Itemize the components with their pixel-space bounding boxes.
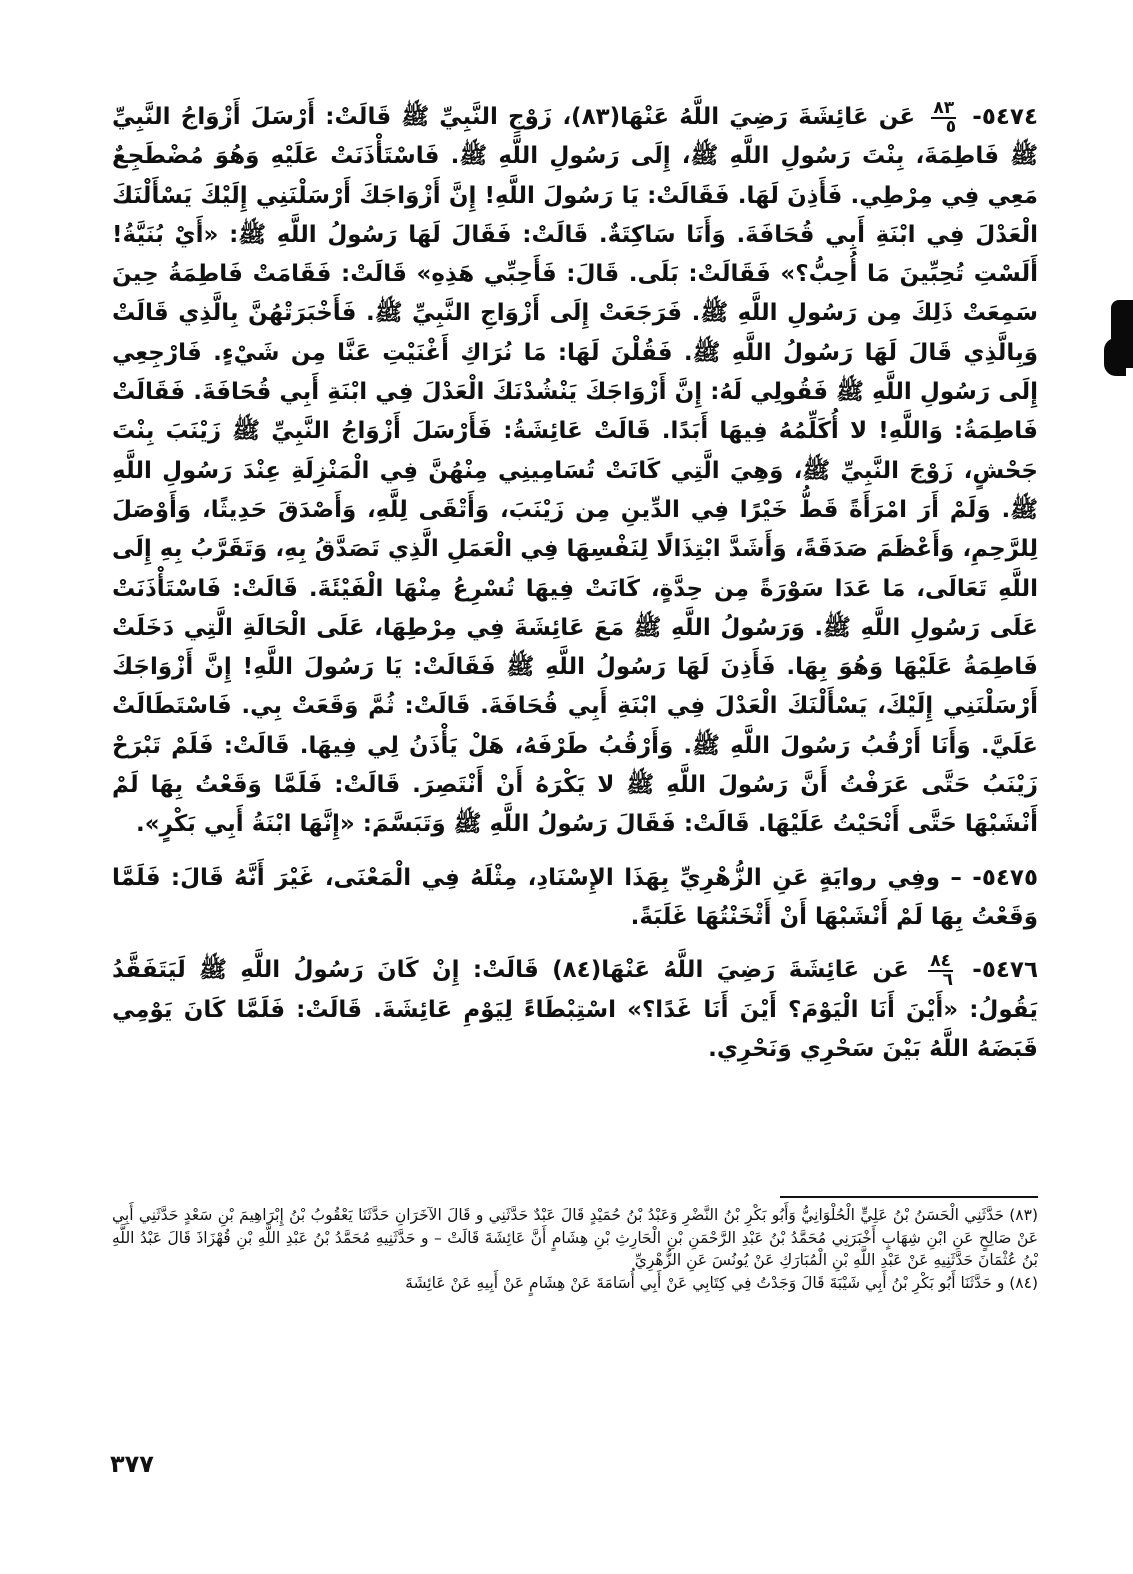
footnote-84: (٨٤) و حَدَّثَنَا أَبُو بَكْرِ بْنُ أَبِي شَيْبَةَ قَالَ وَجَدْتُ فِي كِتَابِي عَنْ أَبِي أُسَامَةَ عَنْ هِشَامٍ عَنْ أَبِيهِ عَنْ عَائِشَةَ <box>405 1273 1038 1292</box>
main-text <box>112 98 1038 1083</box>
page-number: ٣٧٧ <box>110 1450 154 1478</box>
hadith-text: عَن عَائِشَةَ رَضِيَ اللَّهُ عَنْهَا(٨٣)، زَوْجِ النَّبِيِّ ﷺ قَالَتْ: أَرْسَلَ أَزْوَاجُ النَّبِيِّ ﷺ فَاطِمَةَ، بِنْتَ رَسُولِ اللَّهِ ﷺ، إِلَى رَسُولِ اللَّهِ ﷺ. فَاسْتَأْذَنَتْ عَلَيْهِ وَهُوَ مُضْطَجِعٌ مَعِي فِي مِرْطِي. فَأَذِنَ لَهَا. فَقَالَتْ: يَا رَسُولَ اللَّهِ! إِنَّ أَزْوَاجَكَ أَرْسَلْنَنِي إِلَيْكَ يَسْأَلْنَكَ الْعَدْلَ فِي ابْنَةِ أَبِي قُحَافَةَ. وَأَنَا سَاكِتَةٌ. قَالَتْ: فَقَالَ لَهَا رَسُولُ اللَّهِ ﷺ: «أَيْ بُنَيَّةُ! أَلَسْتِ تُحِبِّينَ مَا أُحِبُّ؟» فَقَالَتْ: بَلَى. قَالَ: فَأَحِبِّي هَذِهِ» قَالَتْ: فَقَامَتْ فَاطِمَةُ حِينَ سَمِعَتْ ذَلِكَ مِن رَسُولِ اللَّهِ ﷺ. فَرَجَعَتْ إِلَى أَزْوَاجِ النَّبِيِّ ﷺ. فَأَخْبَرَتْهُنَّ بِالَّذِي قَالَتْ وَبِالَّذِي قَالَ لَهَا رَسُولُ اللَّهِ ﷺ. فَقُلْنَ لَهَا: مَا نُرَاكِ أَغْنَيْتِ عَنَّا مِن شَيْءٍ. فَارْجِعِي إِلَى رَسُولِ اللَّهِ ﷺ فَقُولِي لَهُ: إِنَّ أَزْوَاجَكَ يَنْشُدْنَكَ الْعَدْلَ فِي ابْنَةِ أَبِي قُحَافَةَ. فَقَالَتْ فَاطِمَةُ: وَاللَّهِ! لا أُكَلِّمُهُ فِيهَا أَبَدًا. قَالَتْ عَائِشَةُ: فَأَرْسَلَ أَزْوَاجُ النَّبِيِّ ﷺ زَيْنَبَ بِنْتَ جَحْشٍ، زَوْجَ النَّبِيِّ ﷺ، وَهِيَ الَّتِي كَانَتْ تُسَامِينِي مِنْهُنَّ فِي الْمَنْزِلَةِ عِنْدَ رَسُولِ اللَّهِ ﷺ. وَلَمْ أَرَ امْرَأَةً قَطُّ خَيْرًا فِي الدِّينِ مِن زَيْنَبَ، وَأَتْقَى لِلَّهِ، وَأَصْدَقَ حَدِيثًا، وَأَوْصَلَ لِلرَّحِمِ، وَأَعْظَمَ صَدَقَةً، وَأَشَدَّ ابْتِذَالًا لِنَفْسِهَا فِي الْعَمَلِ الَّذِي تَصَدَّقُ بِهِ، وَتَقَرَّبُ بِهِ إِلَى اللَّهِ تَعَالَى، مَا عَدَا سَوْرَةً مِن حِدَّةٍ، كَانَتْ فِيهَا تُسْرِعُ مِنْهَا الْفَيْئَةَ. قَالَتْ: فَاسْتَأْذَنَتْ عَلَى رَسُولِ اللَّهِ ﷺ. وَرَسُولُ اللَّهِ ﷺ مَعَ عَائِشَةَ فِي مِرْطِهَا، عَلَى الْحَالَةِ الَّتِي دَخَلَتْ فَاطِمَةُ عَلَيْهَا وَهُوَ بِهَا. فَأَذِنَ لَهَا رَسُولُ اللَّهِ ﷺ فَقَالَتْ: يَا رَسُولَ اللَّهِ! إِنَّ أَزْوَاجَكَ أَرْسَلْنَنِي إِلَيْكَ، يَسْأَلْنَكَ الْعَدْلَ فِي ابْنَةِ أَبِي قُحَافَةَ. قَالَتْ: ثُمَّ وَقَعَتْ بِي. فَاسْتَطَالَتْ عَلَيَّ. وَأَنَا أَرْقُبُ رَسُولَ اللَّهِ ﷺ. وَأَرْقُبُ طَرْفَهُ، هَلْ يَأْذَنُ لِي فِيهَا. قَالَتْ: فَلَمْ تَبْرَحْ زَيْنَبُ حَتَّى عَرَفْتُ أَنَّ رَسُولَ اللَّهِ ﷺ لا يَكْرَهُ أَنْ أَنْتَصِرَ. قَالَتْ: فَلَمَّا وَقَعْتُ بِهَا لَمْ أَنْشَبْهَا حَتَّى أَنْحَيْتُ عَلَيْهَا. قَالَتْ: فَقَالَ رَسُولُ اللَّهِ ﷺ وَتَبَسَّمَ: «إِنَّهَا ابْنَةُ أَبِي بَكْرٍ». <box>112 104 1038 838</box>
hadith-number: ٥٤٧٦- <box>972 957 1038 984</box>
cross-reference-fraction <box>931 100 956 135</box>
hadith-text: عَن عَائِشَةَ رَضِيَ اللَّهُ عَنْهَا(٨٤) قَالَتْ: إِنْ كَانَ رَسُولُ اللَّهِ ﷺ لَيَتَفَقَّدُ يَقُولُ: «أَيْنَ أَنَا الْيَوْمَ؟ أَيْنَ أَنَا غَدًا؟» اسْتِبْطَاءً لِيَوْمِ عَائِشَةَ. قَالَتْ: فَلَمَّا كَانَ يَوْمِي قَبَضَهُ اللَّهُ بَيْنَ سَحْرِي وَنَحْرِي. <box>112 957 1038 1062</box>
footnote-divider <box>780 1196 1038 1198</box>
fraction-denominator: ٥ <box>945 117 957 137</box>
fraction-denominator: ٦ <box>942 970 953 991</box>
hadith-5474 <box>112 98 1038 845</box>
hadith-number: ٥٤٧٤- <box>972 104 1038 130</box>
cross-reference-fraction <box>928 951 953 991</box>
hadith-5476 <box>112 951 1038 1069</box>
scan-edge-mark <box>1104 338 1126 376</box>
hadith-number: ٥٤٧٥- <box>972 864 1038 891</box>
footnote-83: (٨٣) حَدَّثَنِي الْحَسَنُ بْنُ عَلِيٍّ الْحُلْوَانِيُّ وَأَبُو بَكْرِ بْنُ النَّضْرِ وَعَبْدُ بْنُ حُمَيْدٍ قَالَ عَبْدٌ حَدَّثَنِي و قَالَ الآخَرَانِ حَدَّثَنَا يَعْقُوبُ بْنُ إِبْرَاهِيمَ بْنِ سَعْدٍ حَدَّثَنِي أَبِي عَنْ صَالِحٍ عَنِ ابْنِ شِهَابٍ أَخْبَرَنِي مُحَمَّدُ بْنُ عَبْدِ الرَّحْمَنِ بْنِ الْحَارِثِ بْنِ هِشَامٍ أَنَّ عَائِشَةَ قَالَتْ – و حَدَّثَنِيهِ مُحَمَّدُ بْنُ عَبْدِ اللَّهِ بْنِ قُهْزَاذَ قَالَ عَبْدُ اللَّهِ بْنُ عُثْمَانَ حَدَّثَنِيهِ عَنْ عَبْدِ اللَّهِ بْنِ الْمُبَارَكِ عَنْ يُونُسَ عَنِ الزُّهْرِيِّ <box>112 1206 1038 1269</box>
fraction-numerator: ٨٣ <box>933 98 955 118</box>
hadith-text: – وفِي روايَةٍ عَنِ الزُّهْرِيِّ بِهَذَا الإِسْنَادِ، مِثْلَهُ فِي الْمَعْنَى، غَيْرَ أَنَّهُ قَالَ: فَلَمَّا وَقَعْتُ بِهَا لَمْ أَنْشَبْهَا أَنْ أَثْخَنْتُهَا غَلَبَةً. <box>112 864 1038 930</box>
fraction-numerator: ٨٤ <box>930 951 951 972</box>
hadith-5475 <box>112 859 1038 938</box>
footnotes <box>112 1204 1038 1294</box>
